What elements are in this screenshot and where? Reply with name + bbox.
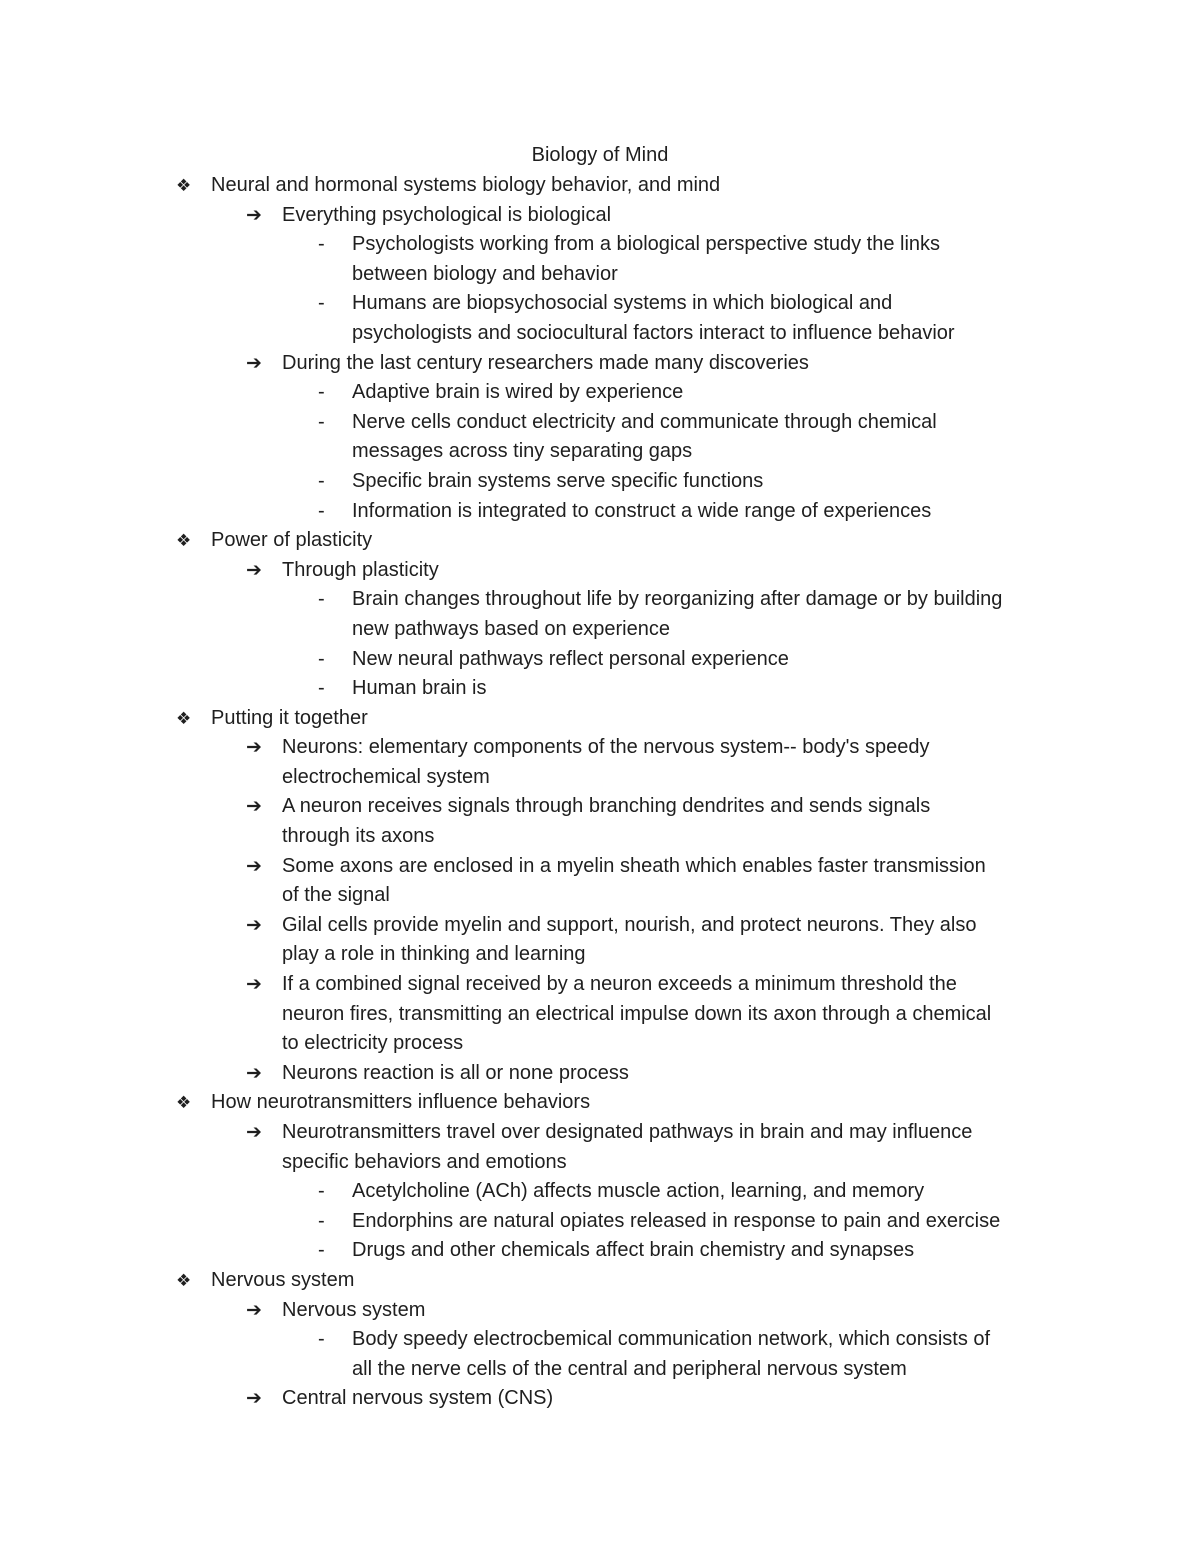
outline-text: Neurotransmitters travel over designated pathways in brain and may influence (282, 1121, 973, 1143)
dash-bullet: - (318, 410, 325, 433)
outline-text: Endorphins are natural opiates released in response to pain and exercise (352, 1209, 1001, 1232)
outline-line (0, 911, 1200, 941)
outline-line (0, 378, 1200, 408)
dash-bullet: - (318, 588, 325, 611)
diamond-bullet-icon: ❖ (176, 176, 192, 195)
outline-line (0, 852, 1200, 882)
outline-text: through its axons (282, 825, 435, 848)
outline-line (0, 1355, 1200, 1385)
outline-text: Neural and hormonal systems biology behavior, and mind (211, 174, 721, 196)
outline-line (0, 1384, 1200, 1414)
dash-bullet: - (318, 677, 325, 700)
dash-bullet: - (318, 469, 325, 492)
outline-line (0, 822, 1200, 852)
dash-bullet: - (318, 1180, 325, 1203)
outline-line (0, 763, 1200, 793)
outline-line (0, 1207, 1200, 1237)
outline-text: Nervous system (211, 1268, 355, 1291)
outline-line (0, 645, 1200, 675)
outline-line (0, 408, 1200, 438)
diamond-bullet-icon: ❖ (176, 531, 192, 551)
outline-text: Body speedy electrocbemical communication network, which consists of (352, 1328, 991, 1351)
outline-text: Gilal cells provide myelin and support, nourish, and protect neurons. They also (282, 913, 977, 936)
outline-text: During the last century researchers made many discoveries (282, 351, 809, 374)
outline-text: A neuron receives signals through branching dendrites and sends signals (282, 795, 931, 818)
outline-line (0, 467, 1200, 497)
outline-line (0, 674, 1200, 704)
arrow-bullet-icon: ➔ (246, 352, 262, 374)
outline-text: Some axons are enclosed in a myelin sheath which enables faster transmission (282, 854, 986, 877)
arrow-bullet-icon: ➔ (246, 559, 262, 581)
outline-line (0, 1266, 1200, 1296)
arrow-bullet-icon: ➔ (246, 204, 262, 226)
outline-line (0, 437, 1200, 467)
dash-bullet: - (318, 381, 325, 404)
outline-line (0, 970, 1200, 1000)
dash-bullet: - (318, 499, 325, 522)
outline-text: Drugs and other chemicals affect brain chemistry and synapses (352, 1239, 915, 1262)
arrow-bullet-icon: ➔ (246, 855, 262, 877)
outline-text: new pathways based on experience (352, 617, 670, 640)
arrow-bullet-icon: ➔ (246, 796, 262, 818)
outline-text: If a combined signal received by a neuron exceeds a minimum threshold the (282, 973, 957, 996)
outline-text: Acetylcholine (ACh) affects muscle action, learning, and memory (352, 1180, 925, 1203)
outline-line (0, 171, 1200, 201)
dash-bullet: - (318, 233, 325, 256)
outline-text: Putting it together (211, 706, 368, 729)
outline-line (0, 1029, 1200, 1059)
document-title: Biology of Mind (531, 144, 669, 166)
outline-line (0, 1059, 1200, 1089)
outline-text: play a role in thinking and learning (282, 943, 586, 966)
arrow-bullet-icon: ➔ (246, 1062, 262, 1084)
outline-text: Nerve cells conduct electricity and communicate through chemical (352, 410, 937, 433)
outline-line (0, 1236, 1200, 1266)
outline-line (0, 704, 1200, 734)
diamond-bullet-icon: ❖ (176, 1093, 192, 1113)
arrow-bullet-icon: ➔ (246, 974, 262, 996)
outline-line (0, 1296, 1200, 1326)
outline-text: messages across tiny separating gaps (352, 440, 693, 463)
outline-text: Brain changes throughout life by reorganizing after damage or by building (352, 588, 1003, 611)
outline-text: Neurons reaction is all or none process (282, 1061, 629, 1084)
dash-bullet: - (318, 1239, 325, 1262)
outline-text: neuron fires, transmitting an electrical impulse down its axon through a chemical (282, 1002, 992, 1025)
outline-line (0, 260, 1200, 290)
outline-text: Adaptive brain is wired by experience (352, 381, 684, 404)
outline-line (0, 1325, 1200, 1355)
outline-line (0, 319, 1200, 349)
outline-text: How neurotransmitters influence behaviors (211, 1091, 591, 1114)
diamond-bullet-icon: ❖ (176, 708, 192, 728)
outline-line (0, 526, 1200, 556)
outline-text: Neurons: elementary components of the nervous system-- body's speedy (282, 736, 930, 759)
outline-text: psychologists and sociocultural factors interact to influence behavior (352, 321, 955, 344)
outline-text: Central nervous system (CNS) (282, 1387, 554, 1410)
outline-text: Specific brain systems serve specific functions (352, 469, 764, 492)
arrow-bullet-icon: ➔ (246, 914, 262, 936)
outline-text: New neural pathways reflect personal experience (352, 647, 789, 670)
outline-text: electrochemical system (282, 765, 490, 788)
outline-line (0, 230, 1200, 260)
outline-text: Nervous system (282, 1298, 426, 1321)
outline-line (0, 940, 1200, 970)
outline-text: Psychologists working from a biological perspective study the links (352, 233, 941, 256)
outline-line (0, 289, 1200, 319)
dash-bullet: - (318, 1209, 325, 1232)
arrow-bullet-icon: ➔ (246, 1299, 262, 1321)
arrow-bullet-icon: ➔ (246, 737, 262, 759)
arrow-bullet-icon: ➔ (246, 1122, 262, 1143)
dash-bullet: - (318, 647, 325, 670)
outline-text: Power of plasticity (211, 529, 373, 552)
outline-text: specific behaviors and emotions (282, 1150, 567, 1173)
outline-line (0, 881, 1200, 911)
outline-text: Humans are biopsychosocial systems in which biological and (352, 292, 893, 315)
outline-line (0, 1177, 1200, 1207)
outline-line (0, 1000, 1200, 1030)
outline-text: between biology and behavior (352, 262, 618, 285)
outline-line (0, 585, 1200, 615)
dash-bullet: - (318, 292, 325, 315)
outline-text: to electricity process (282, 1032, 464, 1055)
outline-list (0, 171, 1200, 1414)
outline-line (0, 615, 1200, 645)
outline-line (0, 201, 1200, 231)
outline-text: Information is integrated to construct a wide range of experiences (352, 499, 932, 522)
outline-line (0, 1088, 1200, 1118)
outline-line (0, 1148, 1200, 1178)
diamond-bullet-icon: ❖ (176, 1270, 192, 1290)
outline-text: all the nerve cells of the central and peripheral nervous system (352, 1357, 907, 1380)
outline-text: Human brain is (352, 677, 487, 700)
outline-line (0, 349, 1200, 379)
dash-bullet: - (318, 1328, 325, 1351)
outline-text: Everything psychological is biological (282, 203, 612, 226)
outline-line (0, 733, 1200, 763)
outline-line (0, 556, 1200, 586)
outline-line (0, 497, 1200, 527)
outline-text: Through plasticity (282, 558, 439, 581)
outline-line (0, 792, 1200, 822)
outline-text: of the signal (282, 884, 390, 907)
arrow-bullet-icon: ➔ (246, 1388, 262, 1410)
outline-line (0, 1118, 1200, 1148)
